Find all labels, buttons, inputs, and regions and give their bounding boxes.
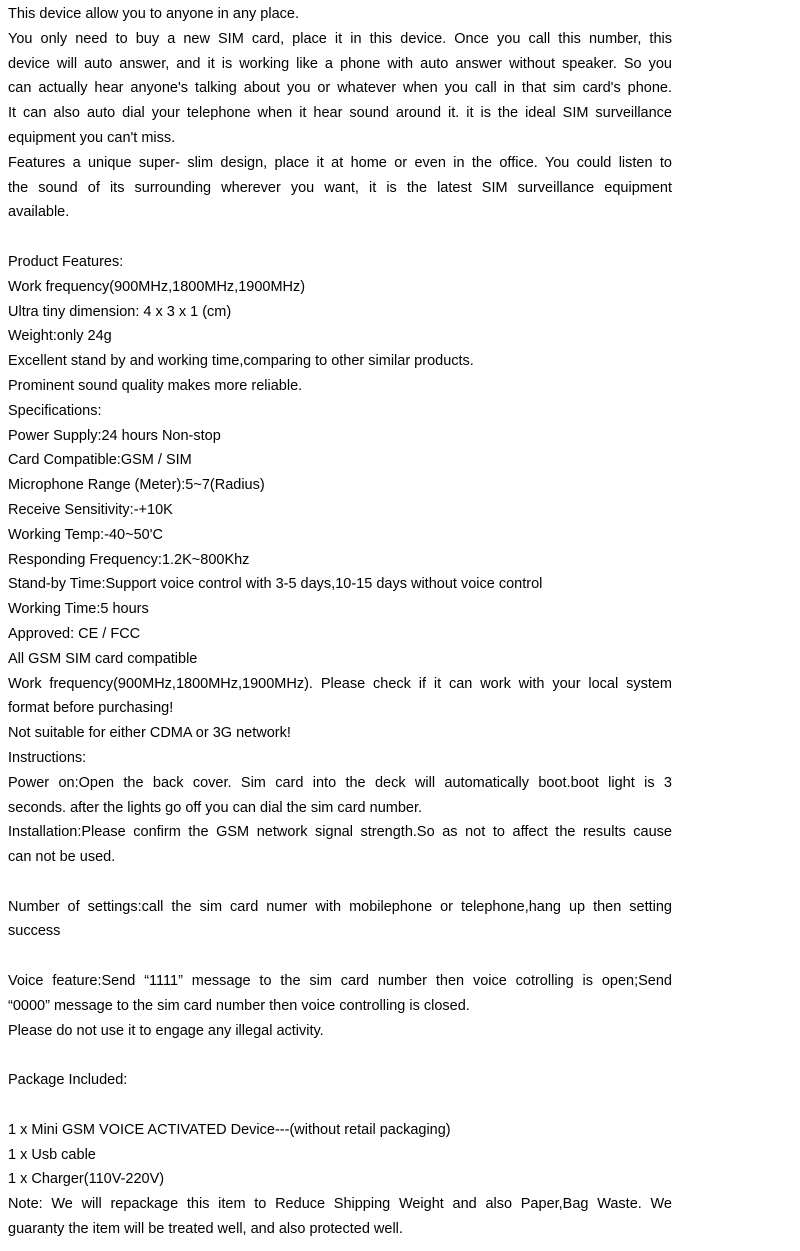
text-line: Excellent stand by and working time,comparing to other similar products. bbox=[8, 353, 474, 370]
text-line: equipment you can't miss. bbox=[8, 129, 176, 146]
section-heading: Package Included: bbox=[8, 1072, 128, 1089]
text-line: guaranty the item will be treated well, and also protected well. bbox=[8, 1221, 403, 1238]
text-line: Working Temp:-40~50'C bbox=[8, 526, 163, 543]
text-line: Not suitable for either CDMA or 3G network! bbox=[8, 725, 291, 742]
text-line: device will auto answer, and it is working like a phone with auto answer without speaker. So you bbox=[8, 55, 672, 72]
text-line: Responding Frequency:1.2K~800Khz bbox=[8, 551, 250, 568]
section-heading: Specifications: bbox=[8, 402, 102, 419]
text-line: Weight:only 24g bbox=[8, 328, 112, 345]
section-heading: Product Features: bbox=[8, 253, 124, 270]
text-line: Work frequency(900MHz,1800MHz,1900MHz). Please check if it can work with your local system bbox=[8, 675, 672, 692]
text-line: can not be used. bbox=[8, 849, 116, 866]
blank-line bbox=[8, 944, 672, 969]
text-line: Number of settings:call the sim card numer with mobilephone or telephone,hang up then setting bbox=[8, 898, 672, 915]
list-item: 1 x Usb cable bbox=[8, 1146, 96, 1163]
text-line: Note: We will repackage this item to Reduce Shipping Weight and also Paper,Bag Waste. We bbox=[8, 1196, 672, 1213]
text-line: Card Compatible:GSM / SIM bbox=[8, 452, 192, 469]
blank-line bbox=[8, 870, 672, 895]
product-description bbox=[8, 2, 672, 1242]
text-line: Microphone Range (Meter):5~7(Radius) bbox=[8, 477, 265, 494]
text-line: Prominent sound quality makes more reliable. bbox=[8, 377, 303, 394]
text-line: Features a unique super- slim design, place it at home or even in the office. You could listen to bbox=[8, 154, 672, 171]
text-line: format before purchasing! bbox=[8, 700, 174, 717]
blank-line bbox=[8, 225, 672, 250]
list-item: 1 x Charger(110V-220V) bbox=[8, 1171, 165, 1188]
text-line: Power on:Open the back cover. Sim card into the deck will automatically boot.boot light is 3 bbox=[8, 774, 672, 791]
list-item: 1 x Mini GSM VOICE ACTIVATED Device---(without retail packaging) bbox=[8, 1121, 451, 1138]
text-line: All GSM SIM card compatible bbox=[8, 650, 198, 667]
text-line: seconds. after the lights go off you can dial the sim card number. bbox=[8, 799, 423, 816]
text-line: Voice feature:Send “1111” message to the sim card number then voice cotrolling is open;Send bbox=[8, 973, 672, 990]
text-line: You only need to buy a new SIM card, place it in this device. Once you call this number, this bbox=[8, 30, 672, 47]
text-line: Ultra tiny dimension: 4 x 3 x 1 (cm) bbox=[8, 303, 232, 320]
text-line: can actually hear anyone's talking about you or whatever when you call in that sim card's phone. bbox=[8, 80, 672, 97]
text-line: This device allow you to anyone in any place. bbox=[8, 6, 299, 22]
blank-line bbox=[8, 1043, 672, 1068]
text-line: success bbox=[8, 923, 61, 940]
text-line: Working Time:5 hours bbox=[8, 601, 149, 618]
text-line: the sound of its surrounding wherever you want, it is the latest SIM surveillance equipment bbox=[8, 179, 672, 196]
text-line: It can also auto dial your telephone when it hear sound around it. it is the ideal SIM surveillance bbox=[8, 105, 672, 122]
section-heading: Instructions: bbox=[8, 749, 87, 766]
blank-line bbox=[8, 1093, 672, 1118]
text-line: Power Supply:24 hours Non-stop bbox=[8, 427, 221, 444]
text-line: Stand-by Time:Support voice control with 3-5 days,10-15 days without voice control bbox=[8, 576, 543, 593]
text-line: Please do not use it to engage any illegal activity. bbox=[8, 1022, 324, 1039]
text-line: Work frequency(900MHz,1800MHz,1900MHz) bbox=[8, 278, 306, 295]
text-line: available. bbox=[8, 204, 70, 221]
text-line: Receive Sensitivity:-+10K bbox=[8, 501, 173, 518]
text-line: Installation:Please confirm the GSM network signal strength.So as not to affect the results cause bbox=[8, 824, 672, 841]
text-line: Approved: CE / FCC bbox=[8, 625, 141, 642]
text-line: “0000” message to the sim card number then voice controlling is closed. bbox=[8, 997, 470, 1014]
